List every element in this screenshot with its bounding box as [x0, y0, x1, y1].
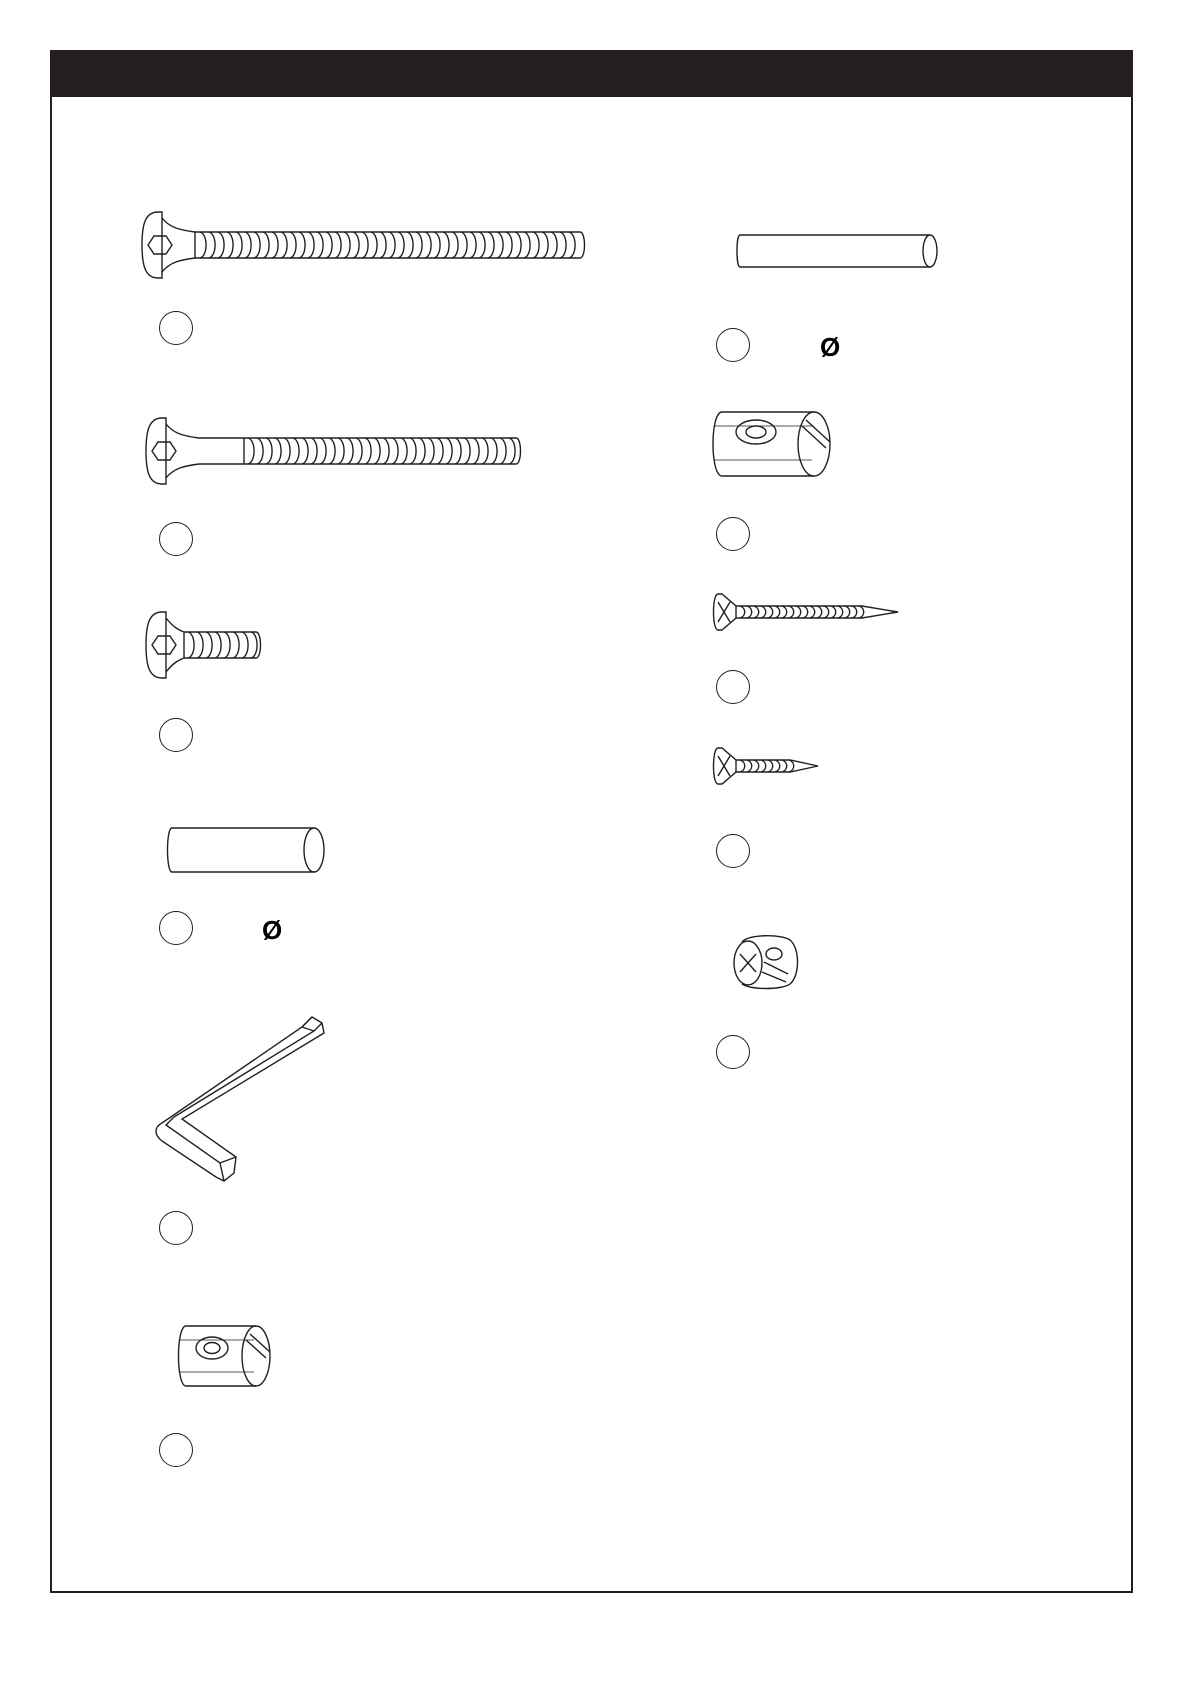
- thread-line: [245, 232, 251, 258]
- thread-line: [838, 606, 843, 618]
- thread-line: [197, 632, 203, 658]
- thread-line: [218, 232, 224, 258]
- thread-line: [419, 438, 425, 464]
- thread-line: [482, 438, 488, 464]
- thread-line: [768, 606, 773, 618]
- thread-line: [434, 232, 440, 258]
- thread-line: [852, 606, 857, 618]
- thread-line: [326, 232, 332, 258]
- thread-line: [401, 438, 407, 464]
- part-letter-circle: [716, 517, 750, 551]
- thread-line: [266, 438, 272, 464]
- thread-line: [215, 632, 221, 658]
- header-bar: [52, 52, 1131, 97]
- part-letter-circle: [716, 834, 750, 868]
- thread-line: [754, 606, 759, 618]
- thread-line: [789, 760, 794, 772]
- thread-line: [257, 438, 263, 464]
- thread-line: [473, 438, 479, 464]
- thread-line: [789, 606, 794, 618]
- thread-line: [389, 232, 395, 258]
- thread-line: [428, 438, 434, 464]
- thread-line: [242, 632, 248, 658]
- thread-line: [233, 632, 239, 658]
- thread-line: [236, 232, 242, 258]
- thread-line: [455, 438, 461, 464]
- thread-line: [383, 438, 389, 464]
- thread-line: [290, 232, 296, 258]
- thread-line: [452, 232, 458, 258]
- part-letter-circle: [716, 1035, 750, 1069]
- thread-line: [416, 232, 422, 258]
- part-letter-circle: [716, 670, 750, 704]
- thread-line: [533, 232, 539, 258]
- thread-line: [224, 632, 230, 658]
- thread-line: [768, 760, 773, 772]
- thread-line: [299, 232, 305, 258]
- thread-line: [761, 760, 766, 772]
- thread-line: [782, 760, 787, 772]
- thread-line: [335, 232, 341, 258]
- thread-line: [761, 606, 766, 618]
- thread-line: [308, 232, 314, 258]
- thread-line: [362, 232, 368, 258]
- thread-line: [425, 232, 431, 258]
- thread-line: [754, 760, 759, 772]
- thread-line: [560, 232, 566, 258]
- thread-line: [491, 438, 497, 464]
- thread-line: [524, 232, 530, 258]
- thread-line: [803, 606, 808, 618]
- thread-line: [227, 232, 233, 258]
- thread-line: [740, 760, 745, 772]
- thread-line: [506, 232, 512, 258]
- thread-line: [810, 606, 815, 618]
- thread-line: [188, 632, 194, 658]
- thread-line: [356, 438, 362, 464]
- thread-line: [569, 232, 575, 258]
- thread-line: [796, 606, 801, 618]
- thread-line: [311, 438, 317, 464]
- thread-line: [446, 438, 452, 464]
- thread-line: [353, 232, 359, 258]
- thread-line: [747, 606, 752, 618]
- part-letter-circle: [159, 911, 193, 945]
- thread-line: [443, 232, 449, 258]
- thread-line: [338, 438, 344, 464]
- thread-line: [281, 232, 287, 258]
- thread-line: [747, 760, 752, 772]
- thread-line: [542, 232, 548, 258]
- thread-line: [329, 438, 335, 464]
- part-letter-circle: [159, 1433, 193, 1467]
- thread-line: [251, 632, 257, 658]
- thread-line: [410, 438, 416, 464]
- thread-line: [407, 232, 413, 258]
- thread-line: [320, 438, 326, 464]
- thread-line: [775, 760, 780, 772]
- thread-line: [740, 606, 745, 618]
- thread-line: [488, 232, 494, 258]
- thread-line: [470, 232, 476, 258]
- thread-line: [515, 232, 521, 258]
- thread-line: [845, 606, 850, 618]
- thread-line: [293, 438, 299, 464]
- thread-line: [824, 606, 829, 618]
- thread-line: [479, 232, 485, 258]
- part-letter-circle: [159, 522, 193, 556]
- thread-line: [380, 232, 386, 258]
- thread-line: [782, 606, 787, 618]
- thread-line: [392, 438, 398, 464]
- thread-line: [371, 232, 377, 258]
- thread-line: [347, 438, 353, 464]
- thread-line: [317, 232, 323, 258]
- thread-line: [302, 438, 308, 464]
- part-letter-circle: [159, 311, 193, 345]
- thread-line: [344, 232, 350, 258]
- thread-line: [272, 232, 278, 258]
- thread-line: [263, 232, 269, 258]
- thread-line: [817, 606, 822, 618]
- thread-line: [775, 606, 780, 618]
- thread-line: [254, 232, 260, 258]
- thread-line: [200, 232, 206, 258]
- part-letter-circle: [159, 718, 193, 752]
- thread-line: [500, 438, 506, 464]
- thread-line: [859, 606, 864, 618]
- thread-line: [551, 232, 557, 258]
- thread-line: [461, 232, 467, 258]
- thread-line: [209, 232, 215, 258]
- thread-line: [464, 438, 470, 464]
- thread-line: [275, 438, 281, 464]
- thread-line: [398, 232, 404, 258]
- thread-line: [248, 438, 254, 464]
- thread-line: [509, 438, 515, 464]
- part-letter-circle: [716, 328, 750, 362]
- thread-line: [206, 632, 212, 658]
- thread-line: [497, 232, 503, 258]
- thread-line: [831, 606, 836, 618]
- part-letter-circle: [159, 1211, 193, 1245]
- thread-line: [365, 438, 371, 464]
- thread-line: [374, 438, 380, 464]
- diameter-symbol: Ø: [820, 332, 841, 362]
- thread-line: [284, 438, 290, 464]
- diameter-symbol: Ø: [262, 915, 283, 945]
- thread-line: [437, 438, 443, 464]
